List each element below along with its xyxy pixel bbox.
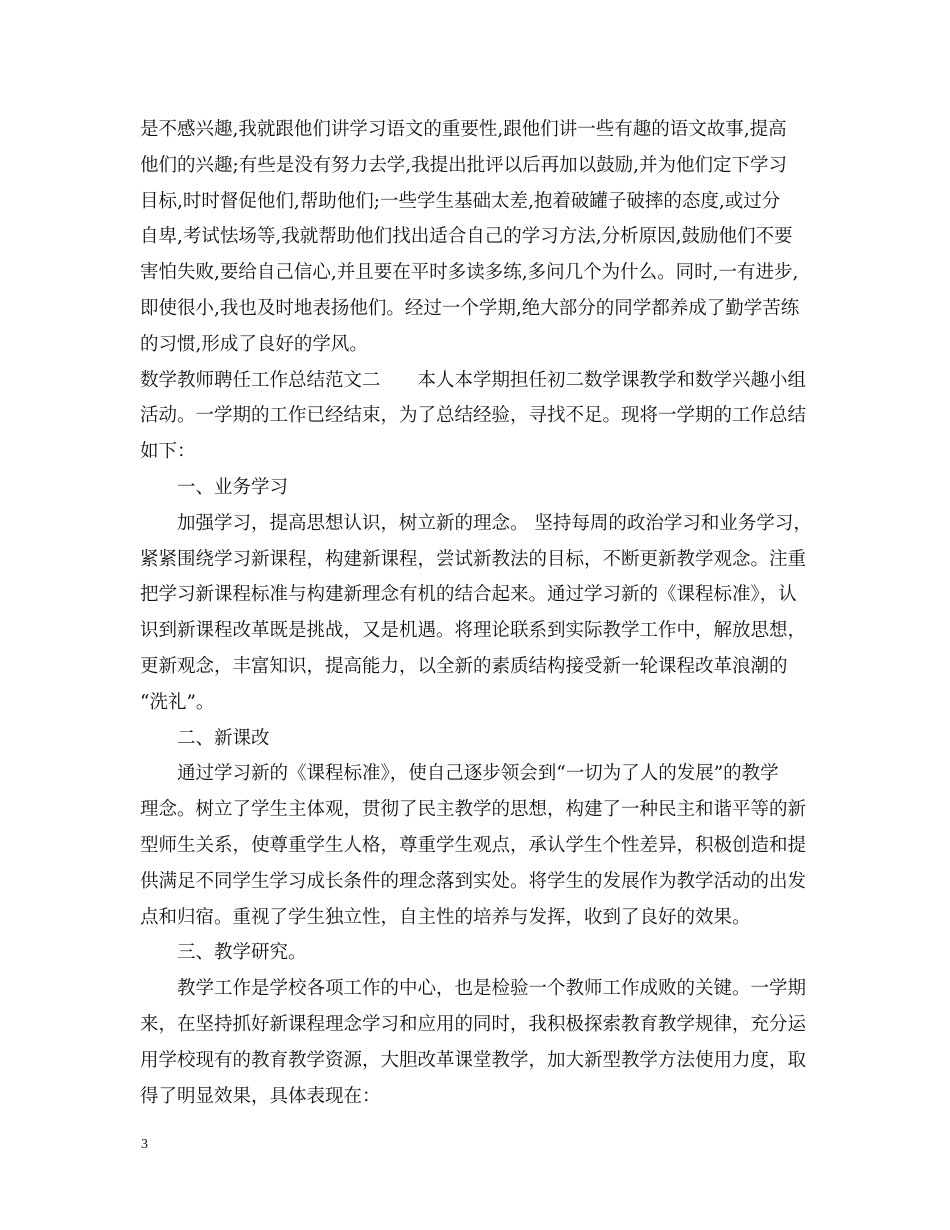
paragraph-line: 教学工作是学校各项工作的中心，也是检验一个教师工作成败的关键。一学期	[177, 978, 807, 1000]
paragraph-line: 供满足不同学生学习成长条件的理念落到实处。将学生的发展作为教学活动的出发	[140, 870, 807, 892]
paragraph-line: 活动。一学期的工作已经结束，为了总结经验，寻找不足。现将一学期的工作总结	[140, 405, 807, 427]
page-number: 3	[141, 1137, 148, 1152]
paragraph-line: 害怕失败,要给自己信心,并且要在平时多读多练,多问几个为什么。同时,一有进步,	[140, 262, 799, 284]
paragraph-line: 识到新课程改革既是挑战，又是机遇。将理论联系到实际教学工作中，解放思想，	[140, 620, 807, 642]
body-text	[140, 112, 820, 1114]
paragraph-line: 用学校现有的教育教学资源，大胆改革课堂教学，加大新型教学方法使用力度，取	[140, 1049, 807, 1071]
paragraph-line: 的习惯,形成了良好的学风。	[140, 333, 368, 355]
paragraph-line: 得了明显效果，具体表现在：	[140, 1085, 381, 1107]
paragraph-line: 把学习新课程标准与构建新理念有机的结合起来。通过学习新的《课程标准》，认	[140, 584, 797, 606]
paragraph-line: “洗礼”。	[140, 691, 215, 713]
section-heading: 二、新课改	[177, 727, 270, 749]
paragraph-line: 型师生关系，使尊重学生人格，尊重学生观点，承认学生个性差异，积极创造和提	[140, 834, 807, 856]
paragraph-line: 是不感兴趣,我就跟他们讲学习语文的重要性,跟他们讲一些有趣的语文故事,提高	[140, 119, 787, 140]
paragraph-line: 理念。树立了学生主体观，贯彻了民主教学的思想，构建了一种民主和谐平等的新	[140, 799, 807, 821]
paragraph-line: 如下：	[140, 441, 196, 463]
section-heading: 三、教学研究。	[177, 942, 307, 964]
paragraph-line: 目标,时时督促他们,帮助他们;一些学生基础太差,抱着破罐子破摔的态度,或过分	[140, 190, 781, 212]
paragraph-line: 点和归宿。重视了学生独立性，自主性的培养与发挥，收到了良好的效果。	[140, 906, 751, 928]
article-title-line: 数学教师聘任工作总结范文二 本人本学期担任初二数学课教学和数学兴趣小组	[140, 369, 807, 391]
paragraph-line: 加强学习，提高思想认识，树立新的理念。 坚持每周的政治学习和业务学习，	[177, 512, 812, 534]
section-heading: 一、业务学习	[177, 476, 289, 498]
paragraph-line: 即使很小,我也及时地表扬他们。经过一个学期,绝大部分的同学都养成了勤学苦练	[140, 297, 800, 319]
paragraph-line: 更新观念，丰富知识，提高能力，以全新的素质结构接受新一轮课程改革浪潮的	[140, 655, 788, 677]
paragraph-line: 通过学习新的《课程标准》，使自己逐步领会到“一切为了人的发展”的教学	[177, 763, 779, 785]
paragraph-line: 紧紧围绕学习新课程，构建新课程，尝试新教法的目标，不断更新教学观念。注重	[140, 548, 807, 570]
paragraph-line: 他们的兴趣;有些是没有努力去学,我提出批评以后再加以鼓励,并为他们定下学习	[140, 154, 787, 176]
paragraph-line: 来，在坚持抓好新课程理念学习和应用的同时，我积极探索教育教学规律，充分运	[140, 1013, 807, 1035]
paragraph-line: 自卑,考试怯场等,我就帮助他们找出适合自己的学习方法,分析原因,鼓励他们不要	[140, 226, 793, 248]
